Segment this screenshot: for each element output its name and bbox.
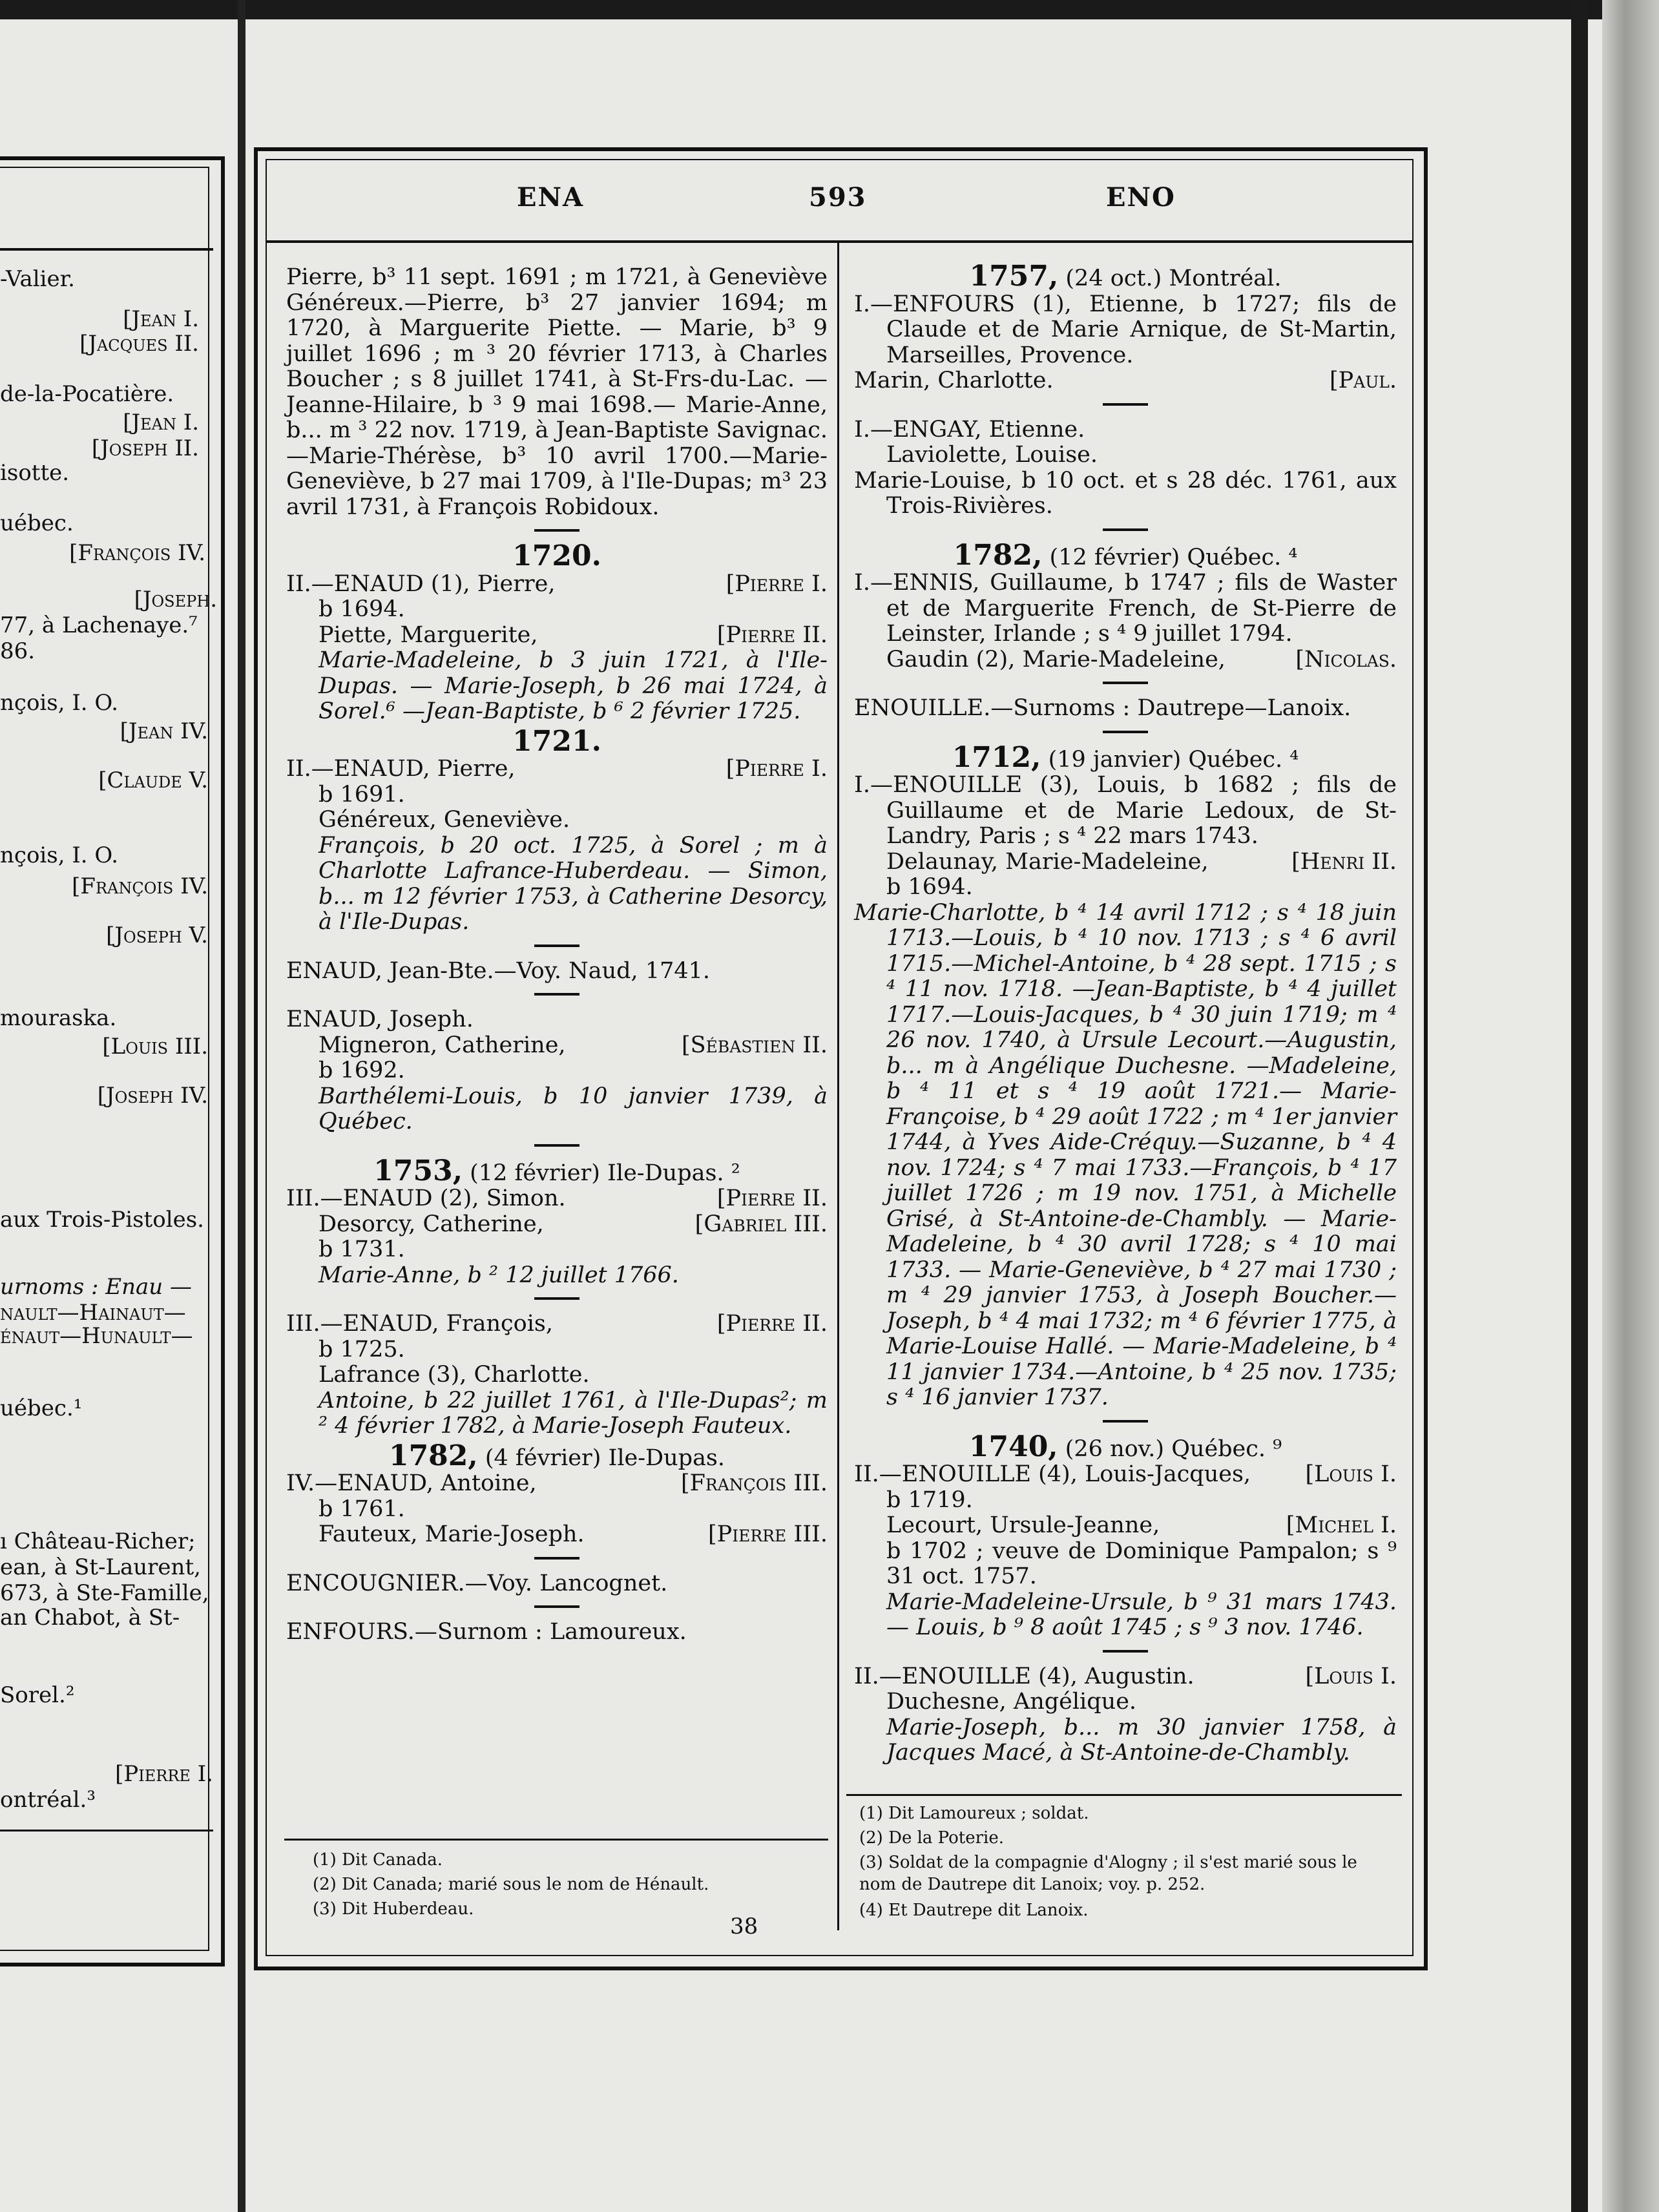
fragment-line: uébec. bbox=[0, 510, 74, 536]
previous-page-footnote-rule bbox=[0, 1830, 213, 1831]
cross-reference: ENAUD, Jean-Bte.—Voy. Naud, 1741. bbox=[286, 957, 711, 984]
year-heading: 1740, (26 nov.) Québec. ⁹ bbox=[968, 1430, 1282, 1463]
fragment-line: [Joseph V. bbox=[106, 923, 208, 948]
separator bbox=[534, 1297, 579, 1300]
fragment-line: urnoms : Enau — bbox=[0, 1274, 192, 1300]
scan-top-edge bbox=[0, 0, 1659, 19]
separator bbox=[534, 1144, 579, 1147]
fragment-line: isotte. bbox=[0, 460, 70, 486]
entry-children: Marie-Charlotte, b ⁴ 14 avril 1712 ; s ⁴ 18 juin 1713.—Louis, b ⁴ 10 nov. 1713 ; s ⁴ 6 avril 1715.—Michel-Antoine, b ⁴ 28 sept. 1715 ; s ⁴ 11 nov. 1718. —Jean-Baptiste, b ⁴ 4 juillet 1717.—Louis-Jacques, b ⁴ 30 juin 1719; m ⁴ 26 nov. 1740, à Ursule Lecourt.—Augustin, b... m à Angélique Duchesne. —Madeleine, b ⁴ 11 et s ⁴ 19 août 1721.— Marie-Françoise, b ⁴ 29 août 1722 ; m ⁴ 1er janvier 1744, à Yves Aide-Créquy.—Suzanne, b ⁴ 4 nov. 1724; s ⁴ 7 mai 1733.—François, b ⁴ 17 juillet 1726 ; m 19 nov. 1751, à Michelle Grisé, à St-Antoine-de-Chambly. — Marie-Madeleine, b ⁴ 30 avril 1728; s ⁴ 10 mai 1733. — Marie-Geneviève, b ⁴ 27 mai 1730 ; m ⁴ 29 janvier 1753, à Joseph Boucher.— Joseph, b ⁴ 4 mai 1732; m ⁴ 6 février 1775, à Marie-Louise Hallé. — Marie-Madeleine, b ⁴ 11 janvier 1734.—Antoine, b ⁴ 25 nov. 1735; s ⁴ 16 janvier 1737. bbox=[854, 899, 1397, 1410]
entry-birth: b 1692. bbox=[318, 1058, 405, 1083]
fragment-line: [Pierre I. bbox=[115, 1761, 213, 1787]
year-heading: 1757, (24 oct.) Montréal. bbox=[969, 260, 1282, 293]
fragment-line: ean, à St-Laurent, bbox=[0, 1554, 201, 1580]
right-column bbox=[854, 260, 1397, 1766]
year-heading: 1712, (19 janvier) Québec. ⁴ bbox=[952, 740, 1299, 774]
entry-spouse: Lafrance (3), Charlotte. bbox=[318, 1362, 590, 1388]
year-heading: 1753, (12 février) Ile-Dupas. ² bbox=[373, 1154, 740, 1187]
entry-birth: b 1719. bbox=[886, 1487, 973, 1513]
entry-spouse: Delaunay, Marie-Madeleine, [Henri II. bbox=[886, 848, 1397, 875]
footnote-rule-left bbox=[284, 1839, 828, 1841]
year-heading: 1721. bbox=[512, 724, 601, 758]
separator bbox=[1103, 403, 1148, 406]
page-number: 593 bbox=[809, 182, 867, 213]
previous-page-header-rule bbox=[0, 248, 213, 251]
separator bbox=[1103, 731, 1148, 733]
page-stack-edge bbox=[1602, 0, 1659, 2212]
separator bbox=[1103, 528, 1148, 531]
entry-line: II.—ENOUILLE (4), Louis-Jacques, [Louis I. bbox=[854, 1461, 1397, 1487]
separator bbox=[534, 529, 579, 532]
entry-birth: b 1731. bbox=[318, 1236, 405, 1262]
entry-children: Marie-Louise, b 10 oct. et s 28 déc. 1761, aux Trois-Rivières. bbox=[854, 467, 1397, 519]
separator bbox=[534, 944, 579, 947]
fragment-line: [Jacques II. bbox=[79, 331, 199, 357]
cross-reference: ENCOUGNIER.—Voy. Lancognet. bbox=[286, 1570, 668, 1596]
entry-spouse: Desorcy, Catherine, [Gabriel III. bbox=[318, 1211, 828, 1237]
header-rule bbox=[266, 240, 1414, 243]
entry-children: Marie-Madeleine-Ursule, b ⁹ 31 mars 1743.— Louis, b ⁹ 8 août 1745 ; s ⁹ 3 nov. 1746. bbox=[886, 1589, 1397, 1640]
year-heading: 1720. bbox=[512, 539, 601, 572]
entry-line: I.—ENGAY, Etienne. bbox=[854, 416, 1085, 443]
footnote: (3) Soldat de la compagnie d'Alogny ; il s'est marié sous le nom de Dautrepe dit Lanoix; voy. p. 252. bbox=[859, 1853, 1357, 1894]
year-heading: 1782, (4 février) Ile-Dupas. bbox=[388, 1439, 725, 1472]
fragment-line: nçois, I. O. bbox=[0, 842, 119, 868]
page-right-shadow bbox=[1571, 0, 1588, 2212]
entry-line: III.—ENAUD (2), Simon. [Pierre II. bbox=[286, 1185, 828, 1211]
entry-spouse: Généreux, Geneviève. bbox=[318, 807, 570, 833]
left-column bbox=[286, 265, 828, 1645]
fragment-line: 77, à Lachenaye.⁷ bbox=[0, 612, 198, 638]
entry-spouse: Migneron, Catherine, [Sébastien II. bbox=[318, 1032, 828, 1058]
separator bbox=[534, 993, 579, 996]
footnote: (4) Et Dautrepe dit Lanoix. bbox=[859, 1901, 1089, 1920]
entry-line: III.—ENAUD, François, [Pierre II. bbox=[286, 1311, 828, 1337]
fragment-line: [François IV. bbox=[72, 873, 208, 899]
separator bbox=[1103, 1420, 1148, 1423]
fragment-line: nault—Hainaut— bbox=[0, 1300, 186, 1326]
column-divider bbox=[837, 242, 839, 1930]
entry-children: Marie-Madeleine, b 3 juin 1721, à l'Ile-Dupas. — Marie-Joseph, b 26 mai 1724, à Sorel.⁶ —Jean-Baptiste, b ⁶ 2 février 1725. bbox=[318, 647, 828, 724]
entry-children: Antoine, b 22 juillet 1761, à l'Ile-Dupas²; m ² 4 février 1782, à Marie-Joseph Fauteux. bbox=[318, 1387, 828, 1439]
fragment-line: [François IV. bbox=[69, 540, 205, 566]
fragment-line: [Jean IV. bbox=[120, 718, 208, 744]
surname-entry: ENOUILLE.—Surnoms : Dautrepe—Lanoix. bbox=[854, 695, 1351, 721]
fragment-line: -Valier. bbox=[0, 266, 75, 292]
fragment-line: énaut—Hunault— bbox=[0, 1323, 193, 1349]
fragment-line: Sorel.² bbox=[0, 1682, 75, 1708]
fragment-line: [Louis III. bbox=[102, 1034, 208, 1059]
fragment-line: [Jean I. bbox=[123, 306, 199, 332]
entry-spouse: Laviolette, Louise. bbox=[886, 442, 1098, 468]
fragment-line: mouraska. bbox=[0, 1005, 117, 1031]
fragment-line: de-la-Pocatière. bbox=[0, 381, 174, 407]
entry-birth: b 1691. bbox=[318, 781, 405, 808]
signature-number: 38 bbox=[730, 1914, 758, 1939]
entry-spouse: Gaudin (2), Marie-Madeleine, [Nicolas. bbox=[886, 646, 1397, 673]
running-head-left: ENA bbox=[517, 182, 585, 213]
footnote-rule-right bbox=[846, 1794, 1402, 1796]
entry-line: ENAUD, Joseph. bbox=[286, 1007, 474, 1032]
entry-spouse: Fauteux, Marie-Joseph. [Pierre III. bbox=[318, 1521, 828, 1547]
entry-spouse: Lecourt, Ursule-Jeanne, [Michel I. bbox=[886, 1512, 1397, 1538]
entry-birth: b 1725. bbox=[318, 1336, 405, 1362]
running-head-right: ENO bbox=[1106, 182, 1176, 213]
entry-line: IV.—ENAUD, Antoine, [François III. bbox=[286, 1470, 828, 1496]
book-spine bbox=[238, 0, 245, 2212]
footnote: (1) Dit Lamoureux ; soldat. bbox=[859, 1804, 1089, 1823]
footnote: (2) De la Poterie. bbox=[859, 1828, 1004, 1848]
entry-line: II.—ENOUILLE (4), Augustin. [Louis I. bbox=[854, 1663, 1397, 1689]
fragment-line: 86. bbox=[0, 638, 36, 664]
year-heading: 1782, (12 février) Québec. ⁴ bbox=[953, 538, 1298, 572]
fragment-line: aux Trois-Pistoles. bbox=[0, 1207, 204, 1233]
entry-line: I.—ENOUILLE (3), Louis, b 1682 ; fils de Guillaume et de Marie Ledoux, de St-Landry, Paris ; s ⁴ 22 mars 1743. bbox=[854, 772, 1397, 849]
entry-spouse: Piette, Marguerite, [Pierre II. bbox=[318, 621, 828, 648]
fragment-line: ı Château-Richer; bbox=[0, 1529, 196, 1554]
separator bbox=[1103, 1650, 1148, 1653]
entry-children: Barthélemi-Louis, b 10 janvier 1739, à Québec. bbox=[318, 1083, 828, 1134]
continued-entry: Pierre, b³ 11 sept. 1691 ; m 1721, à Geneviève Généreux.—Pierre, b³ 27 janvier 1694; m 1720, à Marguerite Piette. — Marie, b³ 9 juillet 1696 ; m ³ 20 février 1713, à Charles Boucher ; s 8 juillet 1741, à St-Frs-du-Lac. — Jeanne-Hilaire, b ³ 9 mai 1698.— Marie-Anne, b... m ³ 22 nov. 1719, à Jean-Baptiste Savignac. —Marie-Thérèse, b³ 10 avril 1700.—Marie-Geneviève, b 27 mai 1709, à l'Ile-Dupas; m³ 23 avril 1731, à François Robidoux. bbox=[286, 264, 828, 520]
fragment-line: 673, à Ste-Famille, bbox=[0, 1580, 209, 1606]
surname-entry: ENFOURS.—Surnom : Lamoureux. bbox=[286, 1619, 687, 1645]
footnote: (1) Dit Canada. bbox=[313, 1850, 443, 1870]
footnote: (3) Dit Huberdeau. bbox=[313, 1899, 474, 1919]
separator bbox=[534, 1557, 579, 1560]
footnote: (2) Dit Canada; marié sous le nom de Hénault. bbox=[313, 1875, 709, 1894]
fragment-line: [Claude V. bbox=[98, 767, 208, 793]
entry-line: I.—ENFOURS (1), Etienne, b 1727; fils de Claude et de Marie Arnique, de St-Martin, Marseilles, Provence. bbox=[854, 291, 1397, 368]
entry-birth: b 1694. bbox=[886, 874, 973, 900]
entry-birth: b 1761. bbox=[318, 1496, 405, 1522]
entry-birth: b 1694. bbox=[318, 596, 405, 622]
fragment-line: [Jean I. bbox=[123, 410, 199, 435]
entry-line: II.—ENAUD (1), Pierre, [Pierre I. bbox=[286, 570, 828, 597]
entry-line: I.—ENNIS, Guillaume, b 1747 ; fils de Waster et de Marguerite French, de St-Pierre de Leinster, Irlande ; s ⁴ 9 juillet 1794. bbox=[854, 570, 1397, 647]
fragment-line: an Chabot, à St- bbox=[0, 1605, 180, 1631]
separator bbox=[534, 1605, 579, 1608]
entry-children: Marie-Joseph, b... m 30 janvier 1758, à Jacques Macé, à St-Antoine-de-Chambly. bbox=[886, 1714, 1397, 1766]
fragment-line: ontréal.³ bbox=[0, 1787, 96, 1813]
entry-spouse: Duchesne, Angélique. bbox=[886, 1689, 1137, 1715]
fragment-line: [Joseph IV. bbox=[97, 1083, 208, 1109]
separator bbox=[1103, 682, 1148, 684]
entry-children: Marie-Anne, b ² 12 juillet 1766. bbox=[318, 1262, 679, 1288]
fragment-line: [Joseph II. bbox=[91, 435, 199, 461]
fragment-line: nçois, I. O. bbox=[0, 690, 119, 716]
entry-children: François, b 20 oct. 1725, à Sorel ; m à Charlotte Lafrance-Huberdeau. — Simon, b... m 12 février 1753, à Catherine Desorcy, à l'Ile-Dupas. bbox=[318, 832, 828, 935]
fragment-line: uébec.¹ bbox=[0, 1395, 83, 1421]
entry-spouse: Marin, Charlotte. [Paul. bbox=[854, 368, 1397, 393]
fragment-line: [Joseph. bbox=[134, 587, 217, 612]
entry-detail: b 1702 ; veuve de Dominique Pampalon; s ⁹ 31 oct. 1757. bbox=[886, 1538, 1397, 1589]
entry-line: II.—ENAUD, Pierre, [Pierre I. bbox=[286, 756, 828, 782]
